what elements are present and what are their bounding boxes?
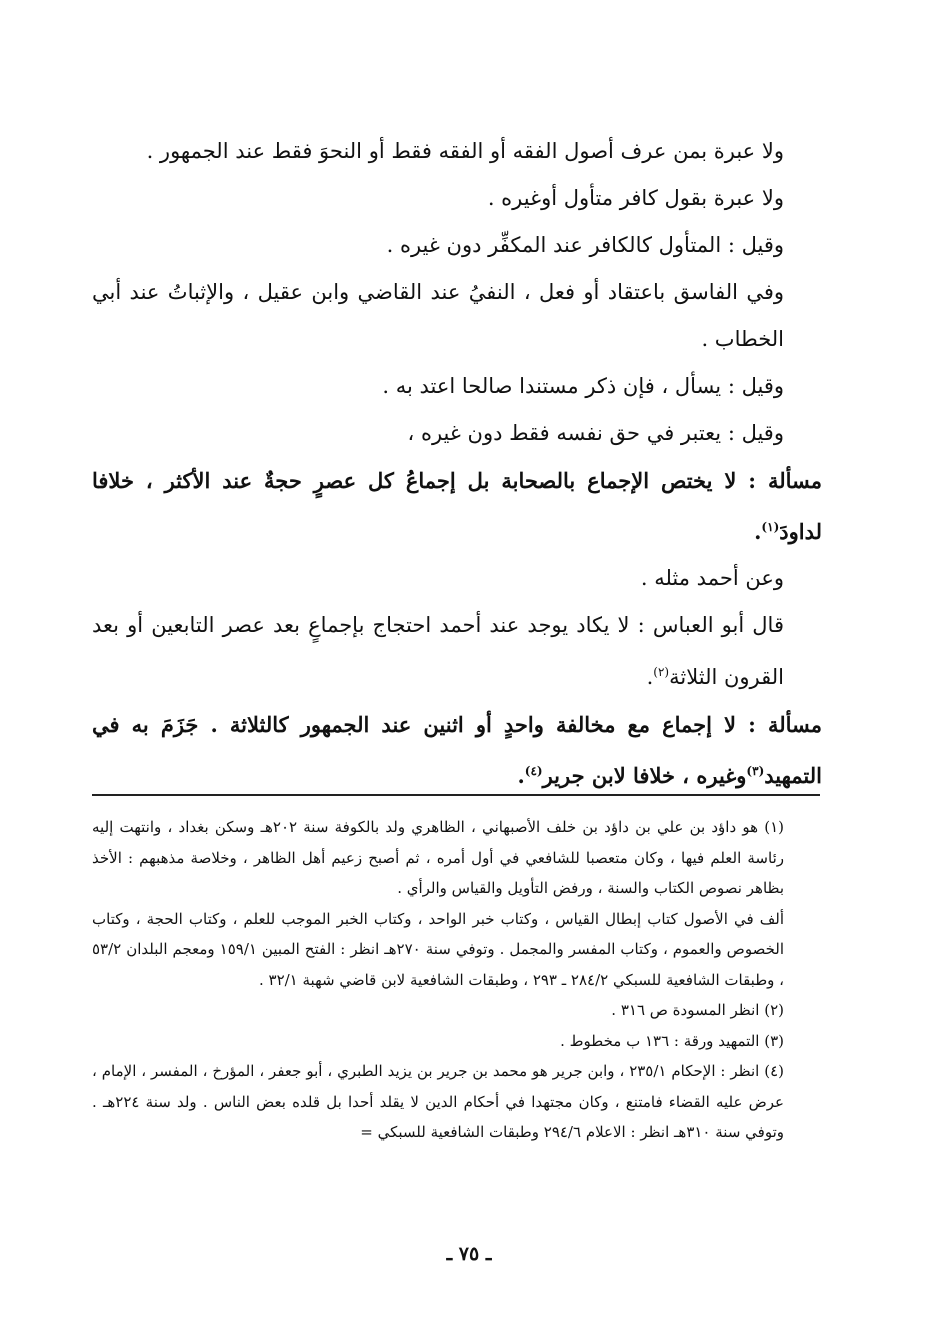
footnote-3: (٣) التمهيد ورقة : ١٣٦ ب مخطوط . [560,1031,784,1050]
body-line-3: وقيل : المتأول كالكافر عند المكفِّر دون غيره . [386,233,784,257]
body-line-2: ولا عبرة بقول كافر متأول أوغيره . [487,186,784,210]
footnote-2: (٢) انظر المسودة ص ٣١٦ . [611,1001,784,1019]
body-line-5: وقيل : يسأل ، فإن ذكر مستندا صالحا اعتد به . [382,374,784,398]
body-line-6: وقيل : يعتبر في حق نفسه فقط دون غيره ، [407,421,784,445]
masala-2-text-2: وغيره ، خلافا لابن جرير [542,763,747,788]
footnotes [92,812,822,1148]
footnote-1-continued: ألف في الأصول كتاب إبطال القياس ، وكتاب خبر الواحد ، وكتاب الخبر الموجب للعلم ، وكتاب الحجة ، وكتاب الخصوص والعموم ، وكتاب المفسر والمجمل . وتوفي سنة ٢٧٠هـ انظر : الفتح المبين ١٥٩/١ ومعجم البلدان ٥٣/٢ ، وطبقات الشافعية للسبكي ٢٨٤/٢ ـ ٢٩٣ ، وطبقات الشافعية لابن قاضي شهبة ٣٢/١ . [92,909,784,989]
masala-1: مسألة : لا يختص الإجماع بالصحابة بل إجماعُ كل عصرٍ حجةٌ عند الأكثر ، خلافا لداودَ$^{(١)}$. [92,468,822,544]
masala-2-text: لا إجماع مع مخالفة واحدٍ أو اثنين عند الجمهور كالثلاثة . جَزَمَ به في التمهيد [92,712,822,788]
footnote-ref-1: (١) [761,520,780,534]
masala-1-text: لا يختص الإجماع بالصحابة بل إجماعُ كل عصرٍ حجةٌ عند الأكثر ، خلافا لداودَ [92,468,822,544]
body-line-4: وفي الفاسق باعتقاد أو فعل ، النفيُ عند القاضي وابن عقيل ، والإثباتُ عند أبي الخطاب . [92,280,784,351]
footnote-ref-2: (٢) [653,665,670,679]
body-line-8-text: قال أبو العباس : لا يكاد يوجد عند أحمد احتجاج بإجماعٍ بعد عصر التابعين أو بعد القرون الثلاثة [92,613,784,689]
body-line-1: ولا عبرة بمن عرف أصول الفقه أو الفقه فقط أو النحوَ فقط عند الجمهور . [146,139,784,163]
body-line-7: وعن أحمد مثله . [640,566,784,590]
body-line-8: قال أبو العباس : لا يكاد يوجد عند أحمد احتجاج بإجماعٍ بعد عصر التابعين أو بعد القرون الثلاثة$^{(٢)}$. [92,613,784,689]
footnote-ref-3: (٣) [746,764,765,778]
main-text [92,128,822,799]
footnote-1: (١) هو داؤد بن علي بن داؤد بن خلف الأصبهاني ، الظاهري ولد بالكوفة سنة ٢٠٢هـ وسكن بغداد ، وانتهت إليه رئاسة العلم فيها ، وكان متعصبا للشافعي في أول أمره ، ثم أصبح زعيم أهل الظاهر ، وخلاصة مذهبهم : الأخذ بظاهر نصوص الكتاب والسنة ، ورفض التأويل والقياس والرأي . [92,818,784,897]
masala-1-label: مسألة : [748,468,822,493]
masala-2: مسألة : لا إجماع مع مخالفة واحدٍ أو اثنين عند الجمهور كالثلاثة . جَزَمَ به في التمهيد$^{(٣)}$وغيره ، خلافا لابن جرير$^{(٤)}$. [92,712,823,788]
masala-2-label: مسألة : [748,712,823,737]
footnote-4: (٤) انظر : الإحكام ٢٣٥/١ ، وابن جرير هو محمد بن جرير بن يزيد الطبري ، أبو جعفر ، المؤرخ ، المفسر ، الإمام ، عرض عليه القضاء فامتنع ، وكان مجتهدا في أحكام الدين لا يقلد أحدا بل قلده بعض الناس . ولد سنة ٢٢٤هـ . وتوفي سنة ٣١٠هـ انظر : الاعلام ٢٩٤/٦ وطبقات الشافعية للسبكي = [92,1062,785,1141]
footnote-separator [92,794,820,796]
footnote-ref-4: (٤) [524,764,543,778]
page-number: ـ ٧٥ ـ [446,1243,492,1265]
